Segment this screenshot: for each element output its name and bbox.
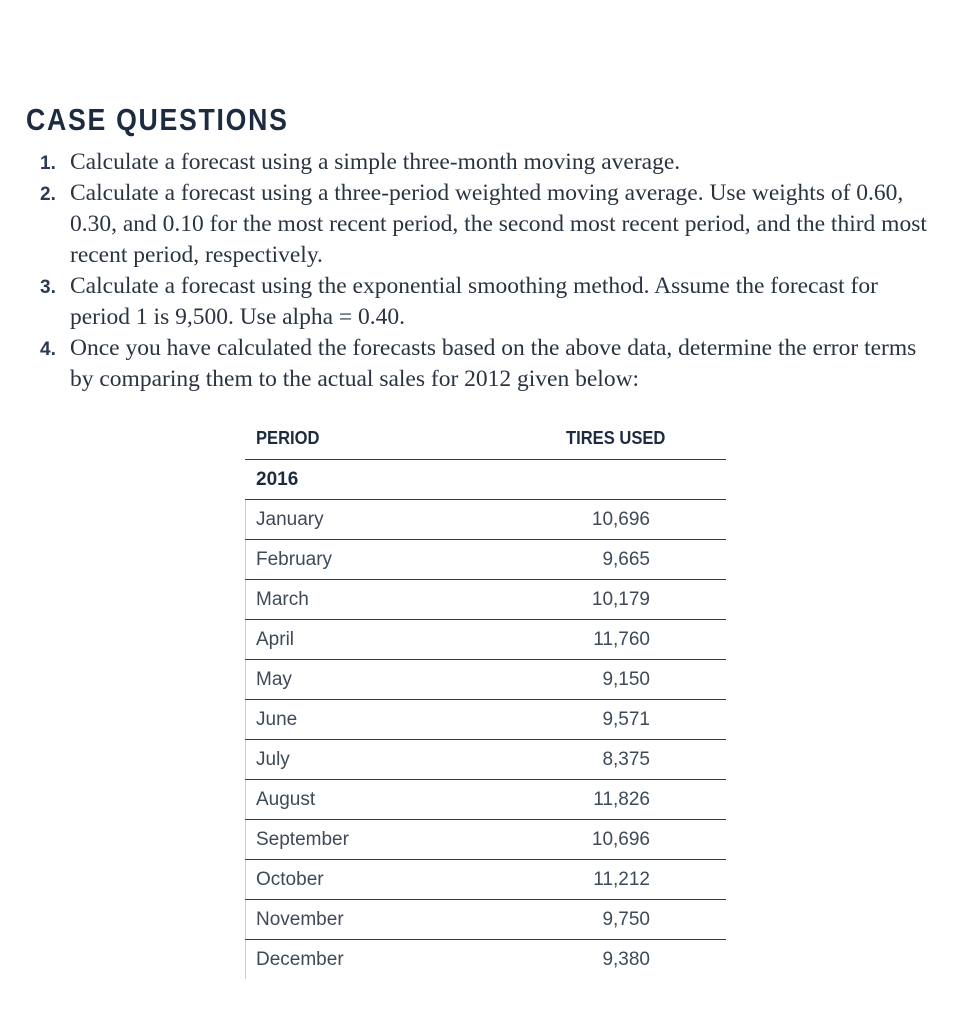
- table-row: [245, 820, 726, 860]
- question-item: [0, 178, 968, 271]
- question-number: 4.: [40, 339, 56, 360]
- question-text: Calculate a forecast using a simple three-month moving average.: [70, 149, 681, 175]
- tires-used-cell: 10,696: [591, 509, 650, 530]
- month-cell: June: [256, 709, 298, 730]
- question-item: [0, 333, 968, 395]
- tires-used-cell: 8,375: [602, 749, 650, 770]
- tires-used-cell: 9,150: [602, 669, 650, 690]
- month-cell: August: [256, 789, 316, 810]
- table-row: [245, 540, 726, 580]
- question-text: Calculate a forecast using a three-period weighted moving average. Use weights of 0.60, 0.30, and 0.10 for the most recent period, the second most recent period, and the third most recent period, respectively.: [70, 180, 927, 268]
- month-cell: October: [256, 869, 324, 890]
- table-row: [245, 860, 726, 900]
- question-item: [0, 147, 968, 178]
- tires-used-cell: 9,571: [602, 709, 650, 730]
- tires-used-cell: 11,760: [593, 629, 650, 650]
- month-cell: December: [256, 949, 344, 970]
- month-cell: April: [256, 629, 295, 650]
- year-label: 2016: [256, 469, 299, 490]
- question-number: 2.: [40, 184, 56, 205]
- month-cell: September: [256, 829, 349, 850]
- column-header-tires-used: TIRES USED: [566, 428, 666, 448]
- table-row: [245, 900, 726, 940]
- tires-used-cell: 10,696: [591, 829, 650, 850]
- tires-used-table: [245, 418, 726, 979]
- table-row: [245, 780, 726, 820]
- table-header: [245, 418, 726, 460]
- year-row: [245, 460, 726, 500]
- table-row: [245, 700, 726, 740]
- table-row: [245, 580, 726, 620]
- month-cell: March: [256, 589, 309, 610]
- tires-used-cell: 9,665: [602, 549, 650, 570]
- table-row: [245, 660, 726, 700]
- question-number: 1.: [40, 153, 56, 174]
- question-text: Once you have calculated the forecasts based on the above data, determine the error terms by comparing them to the actual sales for 2012 given below:: [70, 335, 917, 392]
- page-title: CASE QUESTIONS: [26, 102, 289, 137]
- tires-used-cell: 9,750: [602, 909, 650, 930]
- table-row: [245, 740, 726, 780]
- month-cell: February: [256, 549, 333, 570]
- table-row: [245, 500, 726, 540]
- month-cell: July: [256, 749, 290, 770]
- month-cell: November: [256, 909, 344, 930]
- tires-used-cell: 11,826: [593, 789, 650, 810]
- tires-used-cell: 9,380: [602, 949, 650, 970]
- question-item: [0, 271, 968, 333]
- table-row: [245, 940, 726, 979]
- column-header-period: PERIOD: [256, 428, 320, 448]
- table-body: [245, 500, 726, 979]
- question-number: 3.: [40, 277, 56, 298]
- month-cell: May: [256, 669, 292, 690]
- table-row: [245, 620, 726, 660]
- case-questions-list: [0, 147, 968, 395]
- tires-used-cell: 11,212: [593, 869, 650, 890]
- question-text: Calculate a forecast using the exponential smoothing method. Assume the forecast for period 1 is 9,500. Use alpha = 0.40.: [70, 273, 878, 330]
- month-cell: January: [256, 509, 324, 530]
- tires-used-cell: 10,179: [591, 589, 650, 610]
